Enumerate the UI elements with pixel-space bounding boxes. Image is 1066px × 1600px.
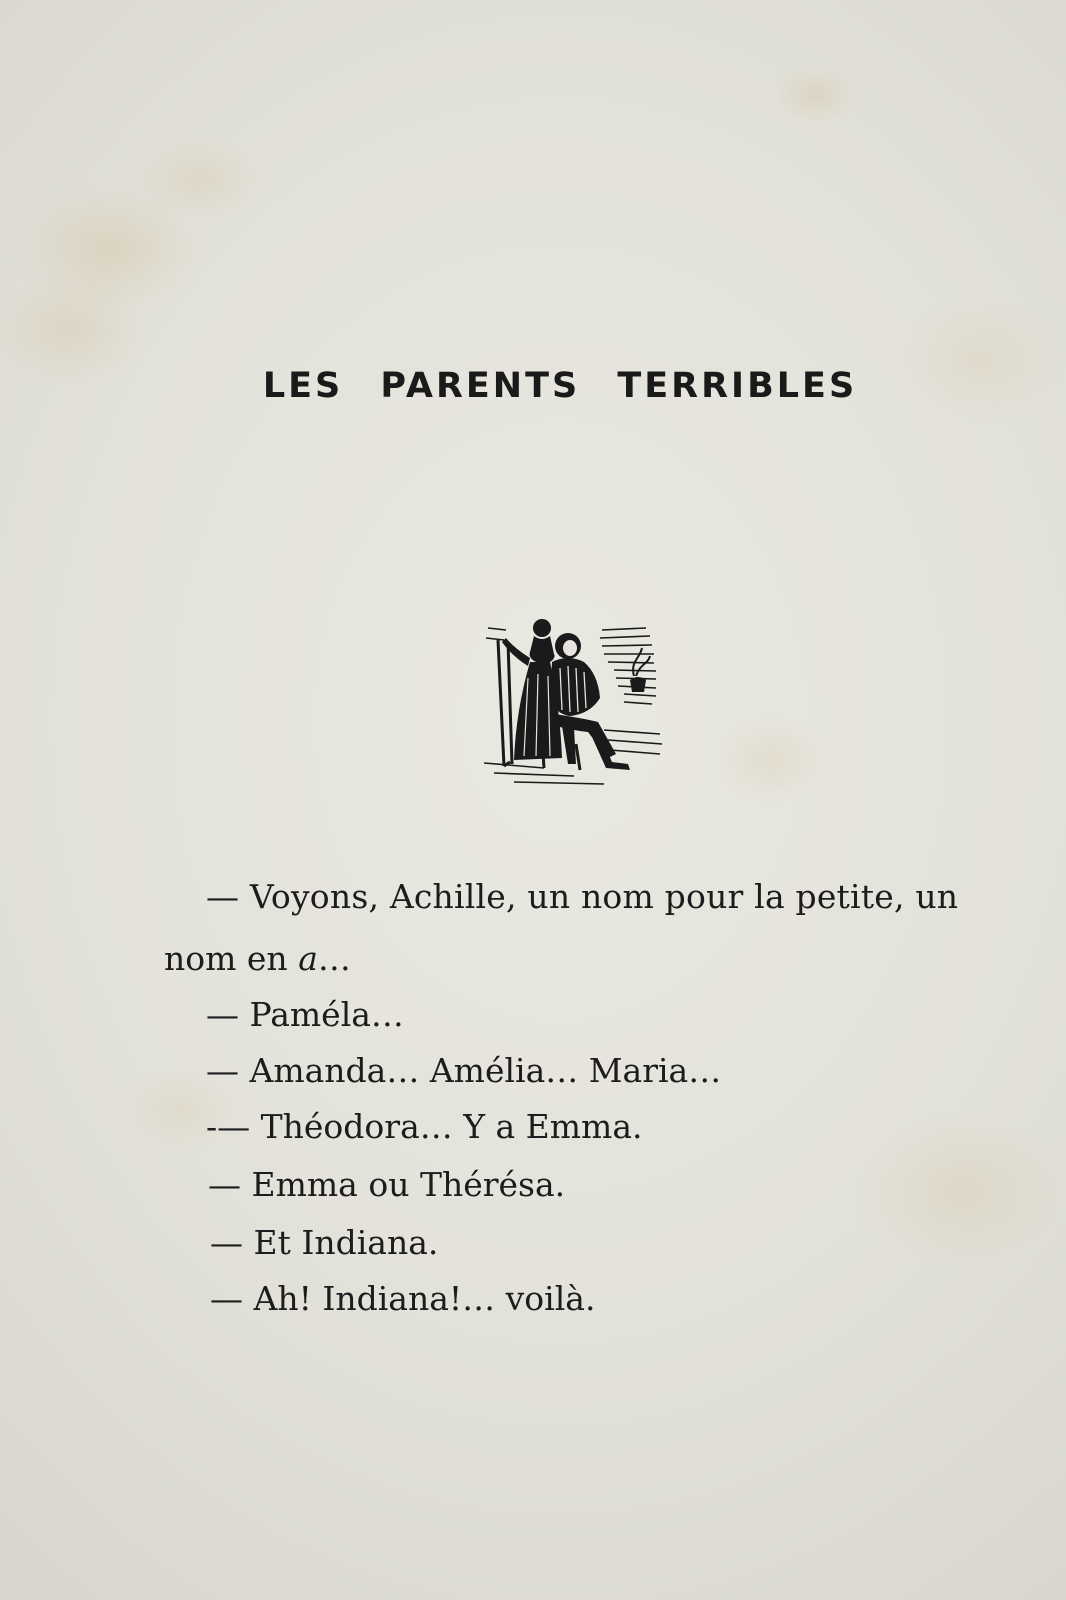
page-title: LES PARENTS TERRIBLES bbox=[262, 366, 858, 406]
dialogue-italic-word: a bbox=[298, 939, 318, 978]
dialogue-line bbox=[164, 939, 351, 978]
dialogue-line: — Amanda… Amélia… Maria… bbox=[206, 1051, 722, 1090]
dialogue-text-part: … bbox=[317, 939, 351, 978]
dialogue-line: — Voyons, Achille, un nom pour la petite, un bbox=[206, 877, 959, 916]
dialogue-line: — Et Indiana. bbox=[210, 1223, 439, 1262]
dialogue-line: -— Théodora… Y a Emma. bbox=[206, 1107, 643, 1146]
dialogue-text-part: nom en bbox=[164, 939, 299, 978]
engraving-vignette-icon bbox=[484, 618, 664, 788]
dialogue-line: — Ah! Indiana!… voilà. bbox=[210, 1279, 596, 1318]
dialogue-line: — Emma ou Thérésa. bbox=[208, 1165, 566, 1204]
dialogue-line: — Paméla… bbox=[206, 995, 404, 1034]
